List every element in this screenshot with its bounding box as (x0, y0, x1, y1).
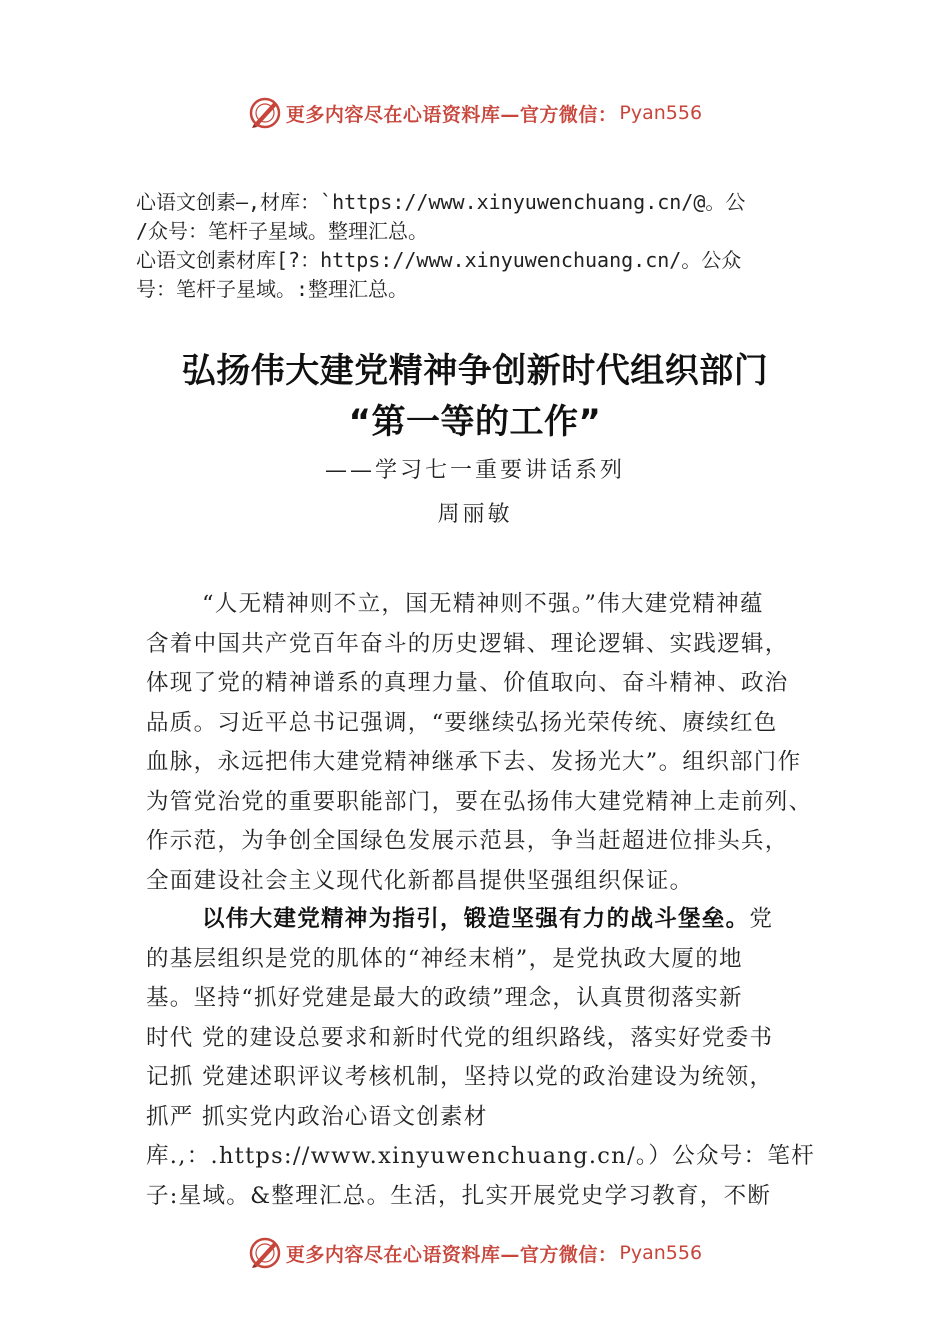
banner-wechat-id: Pyan556 (619, 102, 703, 124)
paragraph-line: 体现了党的精神谱系的真理力量、价值取向、奋斗精神、政治 (146, 670, 789, 696)
paragraph-line: 为管党治党的重要职能部门，要在弘扬伟大建党精神上走前列、 (146, 788, 813, 815)
section-heading: 以伟大建党精神为指引，锻造坚强有力的战斗堡垒。 (202, 906, 750, 932)
paragraph-line: 血脉，永远把伟大建党精神继承下去、发扬光大”。组织部门作 (146, 749, 802, 775)
paragraph-line: 全面建设社会主义现代化新都昌提供坚强组织保证。 (146, 867, 694, 894)
paragraph-2 (146, 900, 816, 1216)
paragraph-line: 记抓 党建述职评议考核机制，坚持以党的政治建设为统领， (146, 1064, 774, 1090)
pen-logo-icon (248, 96, 282, 130)
bottom-banner (0, 1233, 950, 1273)
heading-tail: 党 (749, 906, 774, 932)
page-title-line1: 弘扬伟大建党精神争创新时代组织部门 (181, 351, 769, 391)
header-note-line: 心语文创素—,材库：`https://www.xinyuwenchuang.cn/@。公 (136, 190, 746, 214)
paragraph-line: 的基层组织是党的肌体的“神经末梢”，是党执政大厦的地 (146, 945, 743, 972)
paragraph-1 (146, 585, 816, 901)
paragraph-line: 库.,：.https://www.xinyuwenchuang.cn/。）公众号：笔杆 (146, 1143, 815, 1169)
header-notes (136, 188, 836, 304)
paragraph-line: 抓严 抓实党内政治心语文创素材 (146, 1103, 488, 1130)
paragraph-line: 作示范，为争创全国绿色发展示范县，争当赶超进位排头兵， (146, 828, 789, 854)
paragraph-line: 子:星域。&整理汇总。生活，扎实开展党史学习教育，不断 (146, 1182, 772, 1209)
banner-wechat-id: Pyan556 (619, 1242, 703, 1264)
paragraph-line: 含着中国共产党百年奋斗的历史逻辑、理论逻辑、实践逻辑， (146, 630, 789, 657)
pen-logo-icon (248, 1236, 282, 1270)
header-note-line: 心语文创素材库[?：https://www.xinyuwenchuang.cn/。公众 (136, 248, 742, 272)
header-note-line: 号：笔杆子星域。:整理汇总。 (136, 277, 409, 301)
header-note-line: /众号：笔杆子星域。整理汇总。 (136, 219, 429, 243)
paragraph-line: 基。坚持“抓好党建是最大的政绩”理念，认真贯彻落实新 (146, 985, 743, 1011)
paragraph-heading-line (146, 900, 816, 940)
author: 周丽敏 (437, 502, 513, 527)
paragraph-line: 时代 党的建设总要求和新时代党的组织路线，落实好党委书 (146, 1024, 774, 1051)
page-title-line2: “第一等的工作” (348, 402, 602, 442)
top-banner (0, 93, 950, 133)
subtitle: ——学习七一重要讲话系列 (324, 458, 625, 483)
banner-text: 更多内容尽在心语资料库—官方微信： (285, 1243, 618, 1266)
paragraph-line: “人无精神则不立，国无精神则不强。”伟大建党精神蕴 (202, 591, 764, 617)
banner-text: 更多内容尽在心语资料库—官方微信： (285, 103, 618, 126)
paragraph-line: 品质。习近平总书记强调，“要继续弘扬光荣传统、赓续红色 (146, 709, 778, 736)
